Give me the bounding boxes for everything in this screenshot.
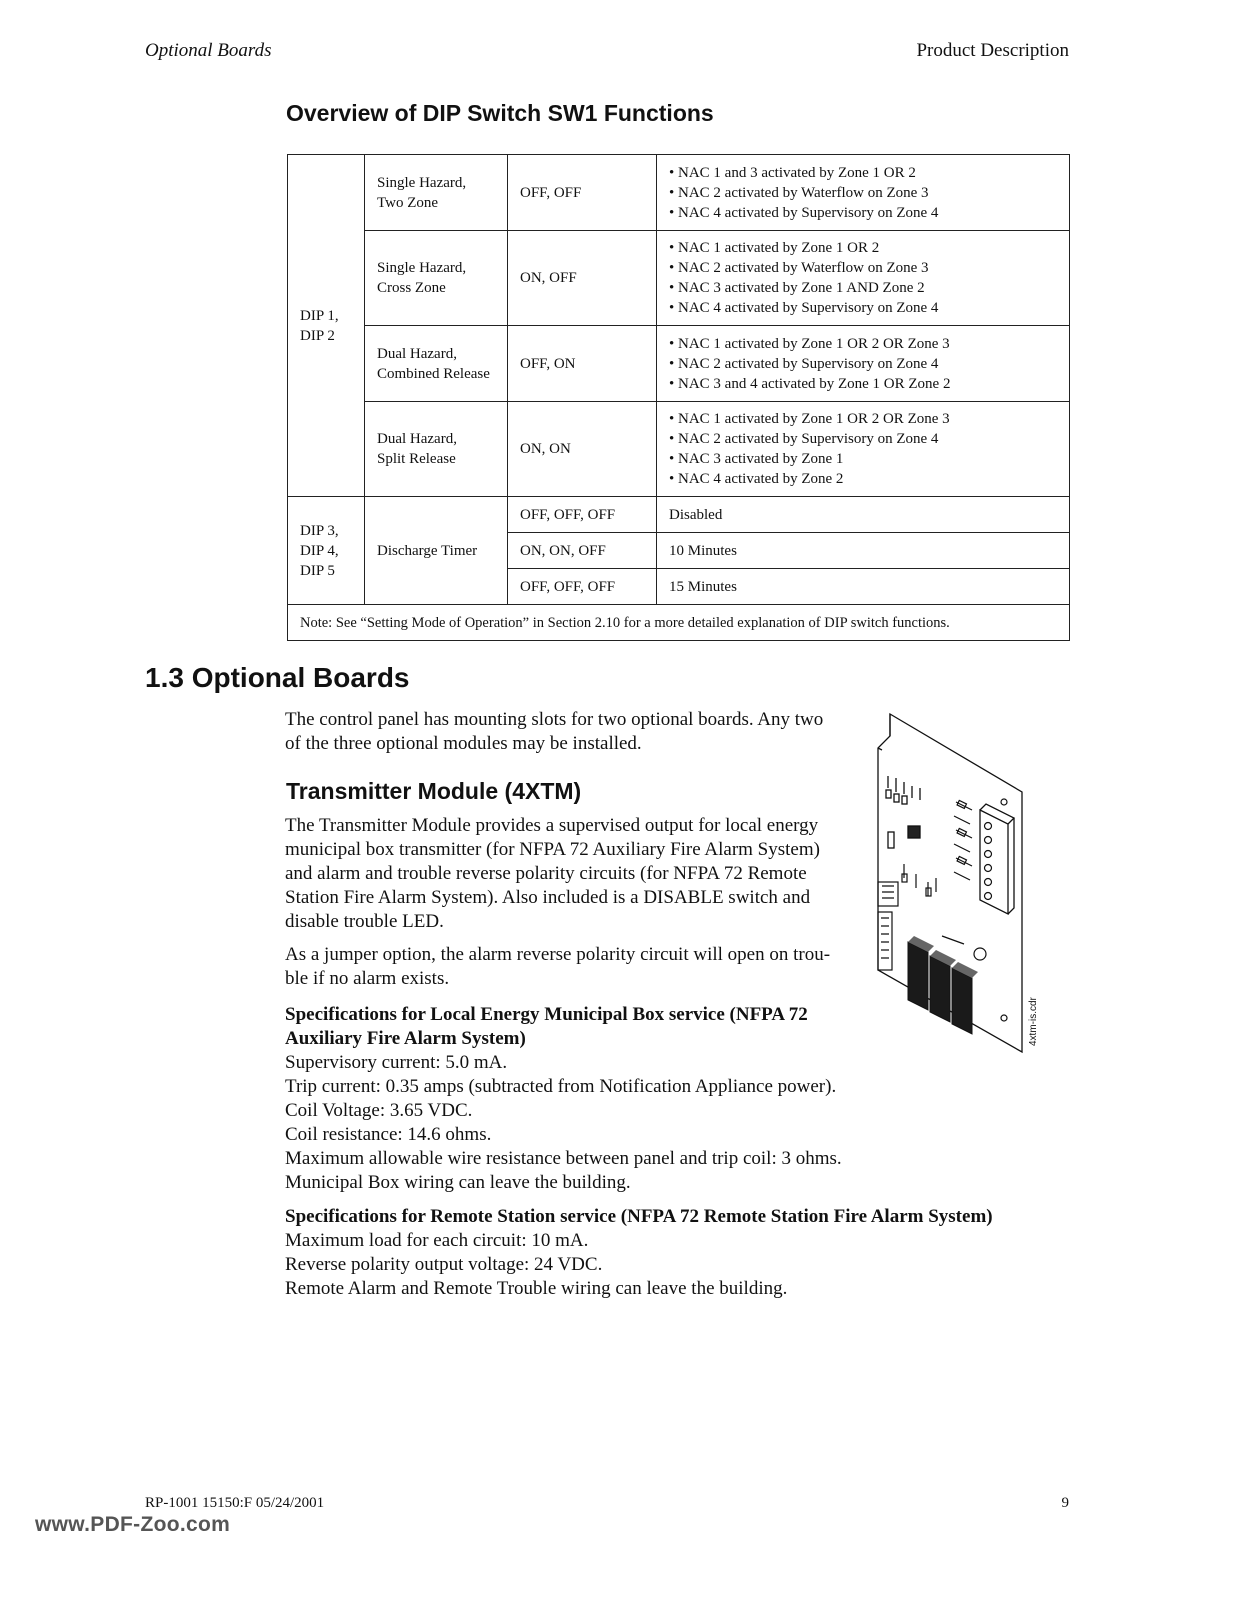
list-item: • NAC 2 activated by Supervisory on Zone 4 — [669, 354, 1057, 374]
list-item: • NAC 3 activated by Zone 1 AND Zone 2 — [669, 278, 1057, 298]
timer-value: 10 Minutes — [657, 533, 1070, 569]
table-row — [288, 231, 1070, 326]
running-header-chapter: Product Description — [916, 40, 1069, 61]
list-item: • NAC 3 and 4 activated by Zone 1 OR Zone 2 — [669, 374, 1057, 394]
mode-name: Single Hazard, Cross Zone — [365, 231, 508, 326]
timer-value: 15 Minutes — [657, 569, 1070, 605]
mode-description — [657, 326, 1070, 402]
list-item: • NAC 1 activated by Zone 1 OR 2 — [669, 238, 1057, 258]
dip-switch-table — [287, 154, 1070, 641]
spec-remote-title: Specifications for Remote Station service (NFPA 72 Remote Station Fire Alarm System) — [285, 1206, 993, 1227]
watermark: www.PDF-Zoo.com — [35, 1513, 231, 1536]
dip-group-label: DIP 3, DIP 4, DIP 5 — [288, 497, 365, 605]
spec-municipal: Specifications for Local Energy Municipal Box service (NFPA 72 Auxiliary Fire Alarm System) Supervisory current: 5.0 mA. Trip current: 0.35 amps (subtracted from Notification Appliance power). Coil Voltage: 3.65 VDC. Coil resistance: 14.6 ohms. Maximum allowable wire resistance between panel and trip coil: 3 ohms. Municipal Box wiring can leave the building. — [285, 1004, 842, 1193]
running-header-section: Optional Boards — [145, 40, 272, 61]
list-item: • NAC 2 activated by Waterflow on Zone 3 — [669, 183, 1057, 203]
list-item: • NAC 2 activated by Waterflow on Zone 3 — [669, 258, 1057, 278]
mode-description — [657, 402, 1070, 497]
table-row — [288, 155, 1070, 231]
switch-setting: OFF, OFF, OFF — [508, 569, 657, 605]
page-number: 9 — [1061, 1495, 1069, 1511]
switch-setting: OFF, OFF, OFF — [508, 497, 657, 533]
list-item: • NAC 2 activated by Supervisory on Zone 4 — [669, 429, 1057, 449]
spec-municipal-title: Specifications for Local Energy Municipal Box service (NFPA 72 Auxiliary Fire Alarm System) — [285, 1004, 808, 1049]
table-note: Note: See “Setting Mode of Operation” in Section 2.10 for a more detailed explanation of DIP switch functions. — [288, 605, 1070, 641]
switch-setting: OFF, OFF — [508, 155, 657, 231]
section-title: 1.3 Optional Boards — [145, 662, 410, 693]
timer-name: Discharge Timer — [365, 497, 508, 605]
subsection-title: Transmitter Module (4XTM) — [286, 778, 582, 804]
table-row — [288, 402, 1070, 497]
list-item: • NAC 4 activated by Zone 2 — [669, 469, 1057, 489]
mode-name: Dual Hazard, Combined Release — [365, 326, 508, 402]
table-row — [288, 497, 1070, 533]
mode-name: Dual Hazard, Split Release — [365, 402, 508, 497]
mode-description — [657, 231, 1070, 326]
spec-remote-station: Specifications for Remote Station service (NFPA 72 Remote Station Fire Alarm System) Maximum load for each circuit: 10 mA. Reverse polarity output voltage: 24 VDC. Remote Alarm and Remote Trouble wiring can leave the building. — [285, 1206, 993, 1299]
switch-setting: ON, ON, OFF — [508, 533, 657, 569]
switch-setting: ON, ON — [508, 402, 657, 497]
switch-setting: OFF, ON — [508, 326, 657, 402]
list-item: • NAC 4 activated by Supervisory on Zone 4 — [669, 203, 1057, 223]
transmitter-board-illustration — [872, 706, 1047, 1056]
list-item: • NAC 1 and 3 activated by Zone 1 OR 2 — [669, 163, 1057, 183]
jumper-paragraph: As a jumper option, the alarm reverse polarity circuit will open on trou- ble if no alarm exists. — [285, 944, 831, 989]
list-item: • NAC 1 activated by Zone 1 OR 2 OR Zone 3 — [669, 334, 1057, 354]
list-item: • NAC 1 activated by Zone 1 OR 2 OR Zone 3 — [669, 409, 1057, 429]
mode-name: Single Hazard, Two Zone — [365, 155, 508, 231]
list-item: • NAC 4 activated by Supervisory on Zone 4 — [669, 298, 1057, 318]
switch-setting: ON, OFF — [508, 231, 657, 326]
dip-group-label: DIP 1, DIP 2 — [288, 155, 365, 497]
table-row — [288, 326, 1070, 402]
figure-filename-label: 4xtm-is.cdr — [1028, 997, 1039, 1046]
module-description: The Transmitter Module provides a supervised output for local energy municipal box transmitter (for NFPA 72 Auxiliary Fire Alarm System) and alarm and trouble reverse polarity circuits (for NFPA 72 Remote Station Fire Alarm System). Also included is a DISABLE switch and disable trouble LED. — [285, 815, 820, 932]
list-item: • NAC 3 activated by Zone 1 — [669, 449, 1057, 469]
timer-value: Disabled — [657, 497, 1070, 533]
intro-paragraph: The control panel has mounting slots for two optional boards. Any two of the three optional modules may be installed. — [285, 709, 824, 754]
table-title: Overview of DIP Switch SW1 Functions — [286, 100, 714, 126]
mode-description — [657, 155, 1070, 231]
table-note-row — [288, 605, 1070, 641]
footer-document-id: RP-1001 15150:F 05/24/2001 — [145, 1495, 325, 1511]
